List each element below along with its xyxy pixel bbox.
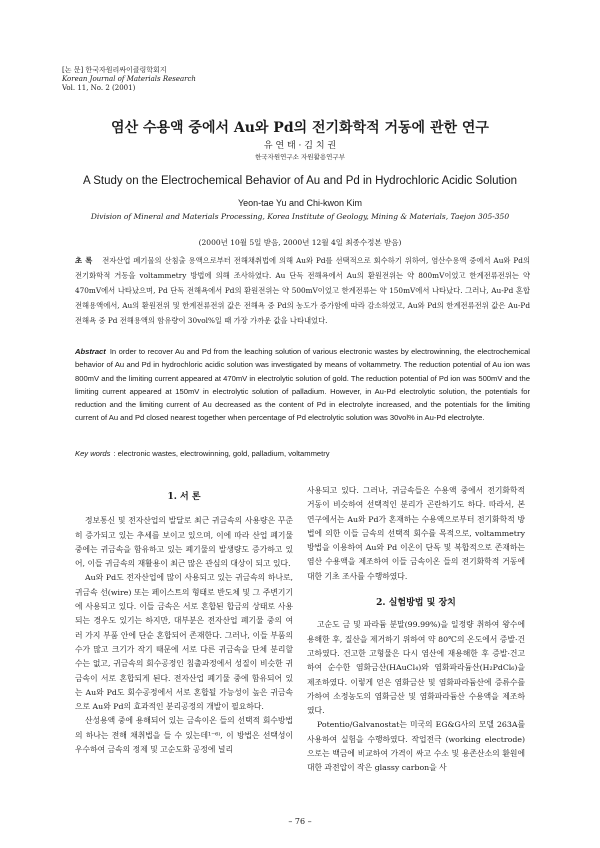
journal-header	[62, 66, 196, 93]
column-right	[307, 484, 525, 776]
column-left	[75, 484, 293, 757]
keywords-text: : electronic wastes, electrowinning, gold, palladium, voltammetry	[113, 449, 330, 458]
section-2-paragraph-2: Potentio/Galvanostat는 미국의 EG&G사의 모델 263A를 사용하여 실험을 수행하였다. 작업전극 (working electrode)으로는 백금에 비교하여 가격이 싸고 수소 및 용존산소의 환원에 대한 과전압이 작은 glassy carbon을 사	[307, 720, 525, 773]
journal-line-1: [논 문] 한국자원리싸이클링학회지	[62, 66, 167, 74]
keywords-label: Key words	[75, 449, 111, 458]
affiliation-korean: 한국자원연구소 자원활용연구부	[255, 153, 345, 161]
section-1-paragraph-1: 정보통신 및 전자산업의 발달로 최근 귀금속의 사용량은 꾸준히 증가되고 있는 추세를 보이고 있으며, 이에 따라 산업 폐기물 중에는 귀금속을 함유하고 있는 폐기물의 발생량도 증가하고 있어, 이들 귀금속의 재활용이 최근 많은 관심의 대상이 되고 있다.	[75, 516, 293, 569]
journal-line-3: Vol. 11, No. 2 (2001)	[62, 84, 136, 92]
authors-english: Yeon-tae Yu and Chi-kwon Kim	[237, 198, 363, 208]
section-1-paragraph-4: 사용되고 있다. 그러나, 귀금속들은 수용액 중에서 전기화학적 거동이 비슷하여 선택적인 분리가 곤란하기도 하다. 따라서, 본 연구에서는 Au와 Pd가 혼재하는 수용액으로부터 전기화학적 방법에 의한 이들 금속의 선택적 회수를 목적으로, voltammetry 방법을 이용하여 Au와 Pd 이온이 단독 및 복합적으로 존재하는 염산 수용액을 제조하여 이들 금속이온 들의 전기화학적 거동에 대한 기초 조사를 수행하였다.	[307, 486, 525, 581]
section-1-heading: 1. 서 론	[167, 492, 201, 502]
abstract-english	[75, 345, 530, 425]
abstract-korean-label: 초 록	[75, 256, 93, 265]
section-1-paragraph-3: 산성용액 중에 용해되어 있는 금속이온 들의 선택적 회수방법의 하나는 전해 채취법을 들 수 있는데¹⁻⁶⁾, 이 방법은 선택성이 우수하여 금속의 정제 및 고순도화 공정에 널리	[75, 716, 293, 755]
journal-line-2: Korean Journal of Materials Research	[62, 75, 196, 83]
section-1-paragraph-2: Au와 Pd도 전자산업에 많이 사용되고 있는 귀금속의 하나로, 귀금속 선(wire) 또는 페이스트의 형태로 반도체 및 그 주변기기에 사용되고 있다. 이들 금속은 서로 혼합된 합금의 상태로 사용되는 경우도 있기는 하지만, 대부분은 전자산업 폐기물 중의 여러 가지 부품 안에 단순 혼합되어 존재한다. 그러나, 이들 부품의 수가 많고 크기가 작기 때문에 서로 다른 귀금속을 단체 분리할 수는 없고, 귀금속의 회수공정인 침출과정에서 성질이 비슷한 귀금속이 서로 혼합되게 된다. 전자산업 폐기물 중에 함유되어 있는 Au와 Pd도 회수공정에서 서로 혼합될 가능성이 높은 귀금속으로 Au와 Pd의 효과적인 분리공정의 개발이 필요하다.	[75, 573, 293, 712]
authors-korean: 유 연 태 · 김 치 권	[263, 141, 337, 151]
abstract-english-text: In order to recover Au and Pd from the leaching solution of various electronic wastes by electrowinning, the electrochemical behavior of Au and Pd in hydrochloric acidic solution was investigated by means of voltammetry. The reduction potential of Au ion was 800mV and the limiting current appeared at 470mV in electrolytic solution of gold. The reduction potential of Pd ion was 500mV and the limiting current appeared at 150mV in electrolytic solution of palladium. However, in Au-Pd electrolytic solution, the potentials for reduction and the limiting current of Au decreased as the content of Pd in electrolyte increased, and the potentials for the limiting current of Au and Pd closed nearest together when percentage of Pd electrolytic solution was 30vol% in Au-Pd electrolyte.	[75, 347, 530, 423]
section-2-paragraph-1: 고순도 금 및 파라듐 분말(99.99%)을 일정량 취하여 왕수에 용해한 후, 질산을 제거하기 위하여 약 80℃의 온도에서 증발·건고하였다. 건고한 고형물은 다시 염산에 재용해한 후 증발·건고하여 순수한 염화금산(HAuCl₄)와 염화파라듐산(H₂PdCl₆)을 제조하였다. 이렇게 얻은 염화금산 및 염화파라듐산에 증류수를 가하여 소정농도의 염화금산 및 염화파라듐산 수용액을 제조하였다.	[307, 620, 525, 716]
title-english: A Study on the Electrochemical Behavior of Au and Pd in Hydrochloric Acidic Solution	[82, 175, 518, 187]
abstract-korean	[75, 253, 530, 328]
title-korean: 염산 수용액 중에서 Au와 Pd의 전기화학적 거동에 관한 연구	[111, 120, 489, 136]
abstract-korean-text: 전자산업 폐기물의 산침출 용액으로부터 전해채취법에 의해 Au와 Pd를 선택적으로 회수하기 위하여, 염산수용액 중에서 Au와 Pd의 전기화학적 거동을 voltammetry 방법에 의해 조사하였다. Au 단독 전해욕에서 Au의 환원전위는 약 800mV이었고 한계전류전위는 약 470mV에서 나타났으며, Pd 단독 전해욕에서 Pd의 환원전위는 약 500mV이었고 한계전류는 약 150mV에서 나타났다. 그러나, Au-Pd 혼합 전해용액에서, Au의 환원전위 및 한계전류전위 값은 전해욕 중 Pd의 농도가 증가함에 따라 감소하였고, Au와 Pd의 한계전류전위 값은 Au-Pd 전해욕 중 Pd 전해용액의 함유량이 30vol%일 때 가장 가까운 값을 나타내었다.	[75, 256, 531, 325]
keywords	[75, 449, 530, 458]
page-number: – 76 –	[288, 817, 312, 826]
abstract-english-label: Abstract	[75, 347, 106, 356]
section-2-heading: 2. 실험방법 및 장치	[376, 598, 456, 609]
received-dates: (2000년 10월 5일 받음, 2000년 12월 4일 최종수정본 받음)	[198, 238, 402, 247]
affiliation-english: Division of Mineral and Materials Processing, Korea Institute of Geology, Mining & Materials, Taejon 305-350	[90, 212, 510, 221]
